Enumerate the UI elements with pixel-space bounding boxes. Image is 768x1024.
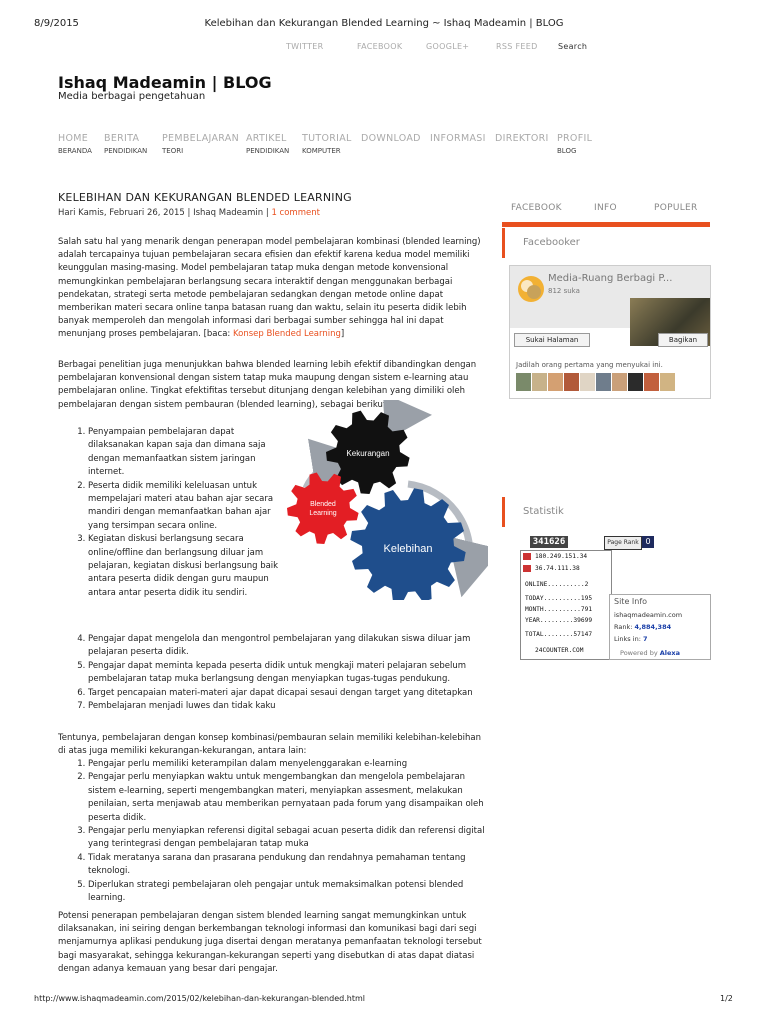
- flag-icon: [523, 553, 531, 560]
- meta-separator: |: [263, 208, 272, 218]
- fb-friend-avatar[interactable]: [564, 373, 579, 391]
- siteinfo-powered-row: [620, 649, 680, 657]
- fb-friend-avatar[interactable]: [548, 373, 563, 391]
- gear-left-label-1: Blended: [310, 501, 336, 508]
- post-meta: [58, 208, 320, 218]
- siteinfo-rank: 4,884,384: [634, 623, 672, 631]
- gear-shape: [287, 473, 359, 545]
- counter-ip-2: 36.74.111.38: [535, 565, 580, 572]
- nav-label: DIREKTORI: [495, 133, 549, 144]
- siteinfo-rank-row: [614, 623, 671, 631]
- blended-learning-gear-diagram: [268, 400, 488, 600]
- pagerank-value: 0: [642, 536, 654, 548]
- nav-item-artikel[interactable]: [246, 133, 289, 155]
- siteinfo-rank-label: Rank:: [614, 623, 633, 631]
- nav-label: BERITA: [104, 133, 140, 144]
- post-comments-link[interactable]: 1 comment: [271, 208, 320, 218]
- nav-sublabel: BERANDA: [58, 147, 92, 155]
- gear-left-label-2: Learning: [309, 510, 337, 517]
- counter-ip-1: 180.249.151.34: [535, 553, 588, 560]
- fb-friend-avatar[interactable]: [516, 373, 531, 391]
- fb-page-name[interactable]: Media-Ruang Berbagi P...: [548, 273, 673, 284]
- nav-item-berita[interactable]: [104, 133, 147, 155]
- fb-page-likes: 812 suka: [548, 287, 580, 295]
- statistik-widget-header: [502, 497, 713, 527]
- list-item: 5. Diperlukan strategi pembelajaran oleh pengajar untuk memaksimalkan potensi blended learning.: [88, 879, 493, 906]
- konsep-blended-link[interactable]: Konsep Blended Learning: [232, 329, 341, 340]
- fb-friend-avatar[interactable]: [532, 373, 547, 391]
- list-item: 3. Pengajar perlu menyiapkan referensi digital sebagai acuan peserta didik dan referensi digital yang terintegrasi dengan pembelajaran tatap muka: [88, 825, 493, 852]
- nav-label: PROFIL: [557, 133, 593, 144]
- counter-brand[interactable]: 24COUNTER.COM: [535, 647, 584, 654]
- blog-title[interactable]: Ishaq Madeamin | BLOG: [58, 73, 272, 92]
- fb-friend-avatar[interactable]: [612, 373, 627, 391]
- list-item: 6. Target pencapaian materi-materi ajar dapat dicapai sesaui dengan target yang ditetapkan: [88, 687, 493, 700]
- fb-friend-avatar[interactable]: [628, 373, 643, 391]
- nav-label: INFORMASI: [430, 133, 486, 144]
- tab-populer[interactable]: POPULER: [654, 203, 698, 213]
- alexa-site-info[interactable]: [609, 594, 711, 660]
- print-page-number: 1/2: [720, 994, 733, 1003]
- social-googleplus-link[interactable]: GOOGLE+: [426, 42, 470, 51]
- nav-item-home[interactable]: [58, 133, 92, 155]
- nav-item-profil[interactable]: [557, 133, 592, 155]
- visitor-counter[interactable]: [520, 550, 612, 660]
- list-item: 1. Penyampaian pembelajaran dapat dilaksanakan kapan saja dan dimana saja dengan memanfaatkan sistem jaringan internet.: [88, 426, 288, 480]
- counter-today: TODAY..........195: [525, 595, 593, 602]
- fb-friend-avatar[interactable]: [660, 373, 675, 391]
- list-item: 4. Pengajar dapat mengelola dan mengontrol pembelajaran yang dilakukan siswa diluar jam pelajaran peserta didik.: [88, 633, 493, 660]
- list-item: 5. Pengajar dapat meminta kepada peserta didik untuk mengkaji materi pelajaran sebelum pembelajaran tatap muka berlangsung dengan menyiapkan tugas-tugas pendukung.: [88, 660, 493, 687]
- advantages-list-part1: [58, 426, 288, 600]
- fb-share-button[interactable]: Bagikan: [658, 333, 708, 347]
- print-footer-url: http://www.ishaqmadeamin.com/2015/02/kelebihan-dan-kekurangan-blended.html: [34, 994, 365, 1003]
- widget-title: Facebooker: [523, 237, 580, 248]
- search-link[interactable]: Search: [558, 42, 588, 51]
- fb-friend-avatar[interactable]: [596, 373, 611, 391]
- widget-title: Statistik: [523, 506, 564, 517]
- siteinfo-powered: Powered by: [620, 649, 658, 657]
- post-paragraph-4: Potensi penerapan pembelajaran dengan sistem blended learning sangat memungkinkan untuk dilaksanakan, ini seiring dengan berkembangan teknologi informasi dan komunikasi bagi dari segi menjamurnya aplikasi pendukung juga disertai dengan meratanya pemanfaatan teknologi tersebut bagi masyarakat, sehingga kekurangan-kekurangan seperti yang disebutkan di atas dapat diatasi dengan adanya kemauan yang besar dari pengajar.: [58, 911, 482, 974]
- siteinfo-links: 7: [642, 635, 648, 643]
- counter-online: ONLINE..........2: [525, 581, 589, 588]
- advantages-list-part2: [58, 633, 493, 713]
- list-item: 4. Tidak meratanya sarana dan prasarana pendukung dan rendahnya pemahaman tentang teknologi.: [88, 852, 493, 879]
- facebooker-widget-header: [502, 228, 713, 258]
- baca-suffix: ]: [340, 329, 345, 340]
- post-author-link[interactable]: Ishaq Madeamin: [193, 208, 264, 218]
- post-date: Hari Kamis, Februari 26, 2015: [58, 208, 185, 218]
- list-item: 1. Pengajar perlu memiliki keterampilan dalam menyelenggarakan e-learning: [88, 758, 493, 771]
- list-item: 2. Pengajar perlu menyiapkan waktu untuk mengembangkan dan mengelola pembelajaran sistem e-learning, seperti mengembangkan materi, menyiapkan assesment, melakukan penilaian, serta menjawab atau memberikan pernyataan pada forum yang disampaikan oleh peserta didik.: [88, 771, 493, 825]
- list-item: 7. Pembelajaran menjadi luwes dan tidak kaku: [88, 700, 493, 713]
- nav-item-tutorial[interactable]: [302, 133, 352, 155]
- hit-counter[interactable]: 341626: [530, 536, 568, 548]
- gear-blended-learning: [287, 473, 359, 545]
- nav-label: DOWNLOAD: [361, 133, 421, 144]
- nav-item-direktori[interactable]: [495, 133, 549, 144]
- fb-friend-avatar[interactable]: [644, 373, 659, 391]
- blog-description: Media berbagai pengetahuan: [58, 91, 206, 102]
- post-title: KELEBIHAN DAN KEKURANGAN BLENDED LEARNING: [58, 191, 352, 204]
- tab-info[interactable]: INFO: [594, 203, 617, 213]
- fb-like-page-button[interactable]: Sukai Halaman: [514, 333, 590, 347]
- nav-label: TUTORIAL: [302, 133, 352, 144]
- pagerank-label: Page Rank: [604, 536, 642, 550]
- meta-separator: |: [184, 208, 194, 218]
- gear-top-label: Kekurangan: [346, 449, 390, 458]
- siteinfo-site: ishaqmadeamin.com: [614, 611, 683, 619]
- fb-page-logo-icon: [516, 274, 546, 304]
- siteinfo-title: Site Info: [614, 597, 648, 606]
- nav-item-pembelajaran[interactable]: [162, 133, 239, 155]
- statistics-widget: [520, 536, 710, 660]
- siteinfo-links-label: Links in:: [614, 635, 641, 643]
- counter-year: YEAR.........39699: [525, 617, 593, 624]
- social-facebook-link[interactable]: FACEBOOK: [357, 42, 403, 51]
- post-paragraph-3: Tentunya, pembelajaran dengan konsep kombinasi/pembauran selain memiliki kelebihan-kelebihan di atas juga memiliki kekurangan-kekurangan, antara lain:: [58, 733, 482, 757]
- nav-sublabel: KOMPUTER: [302, 147, 341, 155]
- paragraph-text: Salah satu hal yang menarik dengan penerapan model pembelajaran kombinasi (blended learning) adalah tercapainya tujuan pembelajaran secara efisien dan efektif karena kedua model memiliki keunggulan masing-masing. Model pembelajaran tatap muka dengan metode konvensional memungkinkan pembelajaran berlangsung secara interaktif dengan menggunakan berbagai pendekatan, strategi serta metode pembelajaran sedangkan dengan metode online dapat memberikan materi secara online tanpa batasan ruang dan waktu, selain itu peserta didik lebih banyak memperoleh dan mengolah informasi dari berbagai sumber sehingga hal ini dapat menunjang proses pembelajaran.: [58, 237, 481, 340]
- counter-month: MONTH..........791: [525, 606, 593, 613]
- social-twitter-link[interactable]: TWITTER: [286, 42, 324, 51]
- fb-friend-avatar[interactable]: [580, 373, 595, 391]
- nav-label: ARTIKEL: [246, 133, 287, 144]
- print-page-title: Kelebihan dan Kekurangan Blended Learning ~ Ishaq Madeamin | BLOG: [204, 18, 564, 29]
- nav-sublabel: PENDIDIKAN: [104, 147, 148, 155]
- disadvantages-list: [58, 758, 493, 905]
- social-rss-link[interactable]: RSS FEED: [496, 42, 538, 51]
- nav-item-informasi[interactable]: [430, 133, 486, 144]
- fb-first-like-text: Jadilah orang pertama yang menyukai ini.: [516, 361, 663, 369]
- print-date: 8/9/2015: [34, 18, 79, 29]
- nav-label: PEMBELAJARAN: [162, 133, 240, 144]
- baca-prefix: [baca:: [203, 329, 233, 340]
- nav-sublabel: BLOG: [557, 147, 577, 155]
- facebook-page-plugin: [509, 265, 711, 399]
- nav-sublabel: TEORI: [162, 147, 184, 155]
- gear-right-label: Kelebihan: [383, 543, 433, 555]
- counter-total: TOTAL........57147: [525, 631, 593, 638]
- flag-icon: [523, 565, 531, 572]
- post-paragraph-2: Berbagai penelitian juga menunjukkan bahwa blended learning lebih efektif dibandingkan dengan pembelajaran konvensional dengan sistem tatap muka maupung dengan sistem e-learning atau pembelajaran online. Tingkat efektifitas tersebut ditunjang dengan kelebihan yang dimiliki oleh pembelajaran dengan sistem pembauran (blended learning), sebagai berikut:: [58, 360, 477, 410]
- siteinfo-links-row: [614, 635, 648, 643]
- post-paragraph-1: [58, 236, 488, 342]
- nav-item-download[interactable]: [361, 133, 421, 144]
- list-item: 2. Peserta didik memiliki keleluasan untuk mempelajari materi atau bahan ajar secara mandiri dengan memanfaatkan bahan ajar yang tersimpan secara online.: [88, 480, 288, 534]
- alexa-logo-icon: Alexa: [659, 649, 681, 657]
- nav-label: HOME: [58, 133, 89, 144]
- tab-facebook[interactable]: FACEBOOK: [511, 203, 562, 213]
- tabs-underline: [502, 222, 710, 227]
- list-item: 3. Kegiatan diskusi berlangsung secara online/offline dan berlangsung diluar jam pelajaran, kegiatan diskusi berlangsung baik antara peserta didik dengan guru maupun antara antar peserta didik itu sendiri.: [88, 533, 288, 600]
- nav-sublabel: PENDIDIKAN: [246, 147, 290, 155]
